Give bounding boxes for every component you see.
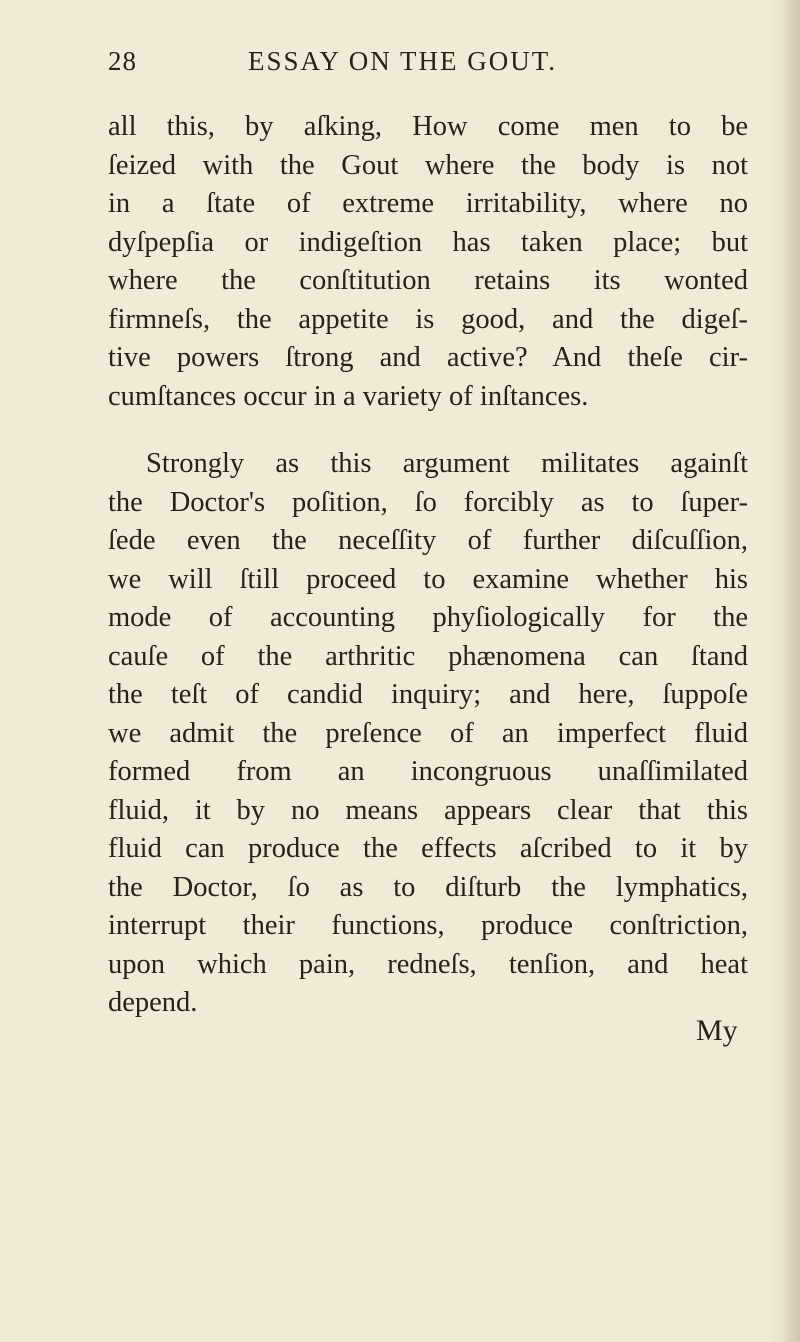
text-line: the Doctor, ſo as to diſturb the lymphatics, [108,871,748,903]
text-line: where the conſtitution retains its wonted [108,265,748,296]
text-line: the teſt of candid inquiry; and here, ſuppoſe [108,679,748,710]
text-line: formed from an incongruous unaſſimilated [108,756,748,787]
text-line: Strongly as this argument militates againſt [146,448,748,479]
text-line: cumſtances occur in a variety of inſtances. [108,380,589,412]
text-line: tive powers ſtrong and active? And theſe cir- [108,342,748,373]
paragraph-gap [108,416,748,445]
text-line: depend. [108,987,198,1018]
text-line: the Doctor's poſition, ſo forcibly as to ſuper- [108,486,748,518]
body-text [108,108,748,1023]
text-line: all this, by aſking, How come men to be [108,111,748,142]
text-line: in a ſtate of extreme irritability, where no [108,188,748,219]
text-line: firmneſs, the appetite is good, and the digeſ- [108,303,748,335]
catchword: My [696,1014,738,1047]
text-line: fluid can produce the effects aſcribed to it by [108,833,748,864]
page-number: 28 [108,46,137,76]
page-edge-shadow [782,0,800,1342]
text-line: fluid, it by no means appears clear that this [108,794,748,826]
text-line: we will ſtill proceed to examine whether his [108,563,748,595]
text-line: ſeized with the Gout where the body is not [108,149,748,181]
text-line: upon which pain, redneſs, tenſion, and heat [108,948,748,980]
text-line: mode of accounting phyſiologically for the [108,602,748,633]
paragraph-1 [108,108,748,416]
text-line: ſede even the neceſſity of further diſcuſſion, [108,525,748,556]
text-line: dyſpepſia or indigeſtion has taken place; but [108,226,748,258]
running-title: ESSAY ON THE GOUT. [248,46,558,76]
paragraph-2 [108,445,748,1023]
text-line: we admit the preſence of an imperfect fluid [108,717,748,749]
text-line: cauſe of the arthritic phænomena can ſtand [108,640,748,672]
text-line: interrupt their functions, produce conſtriction, [108,910,748,941]
running-head [108,46,748,86]
